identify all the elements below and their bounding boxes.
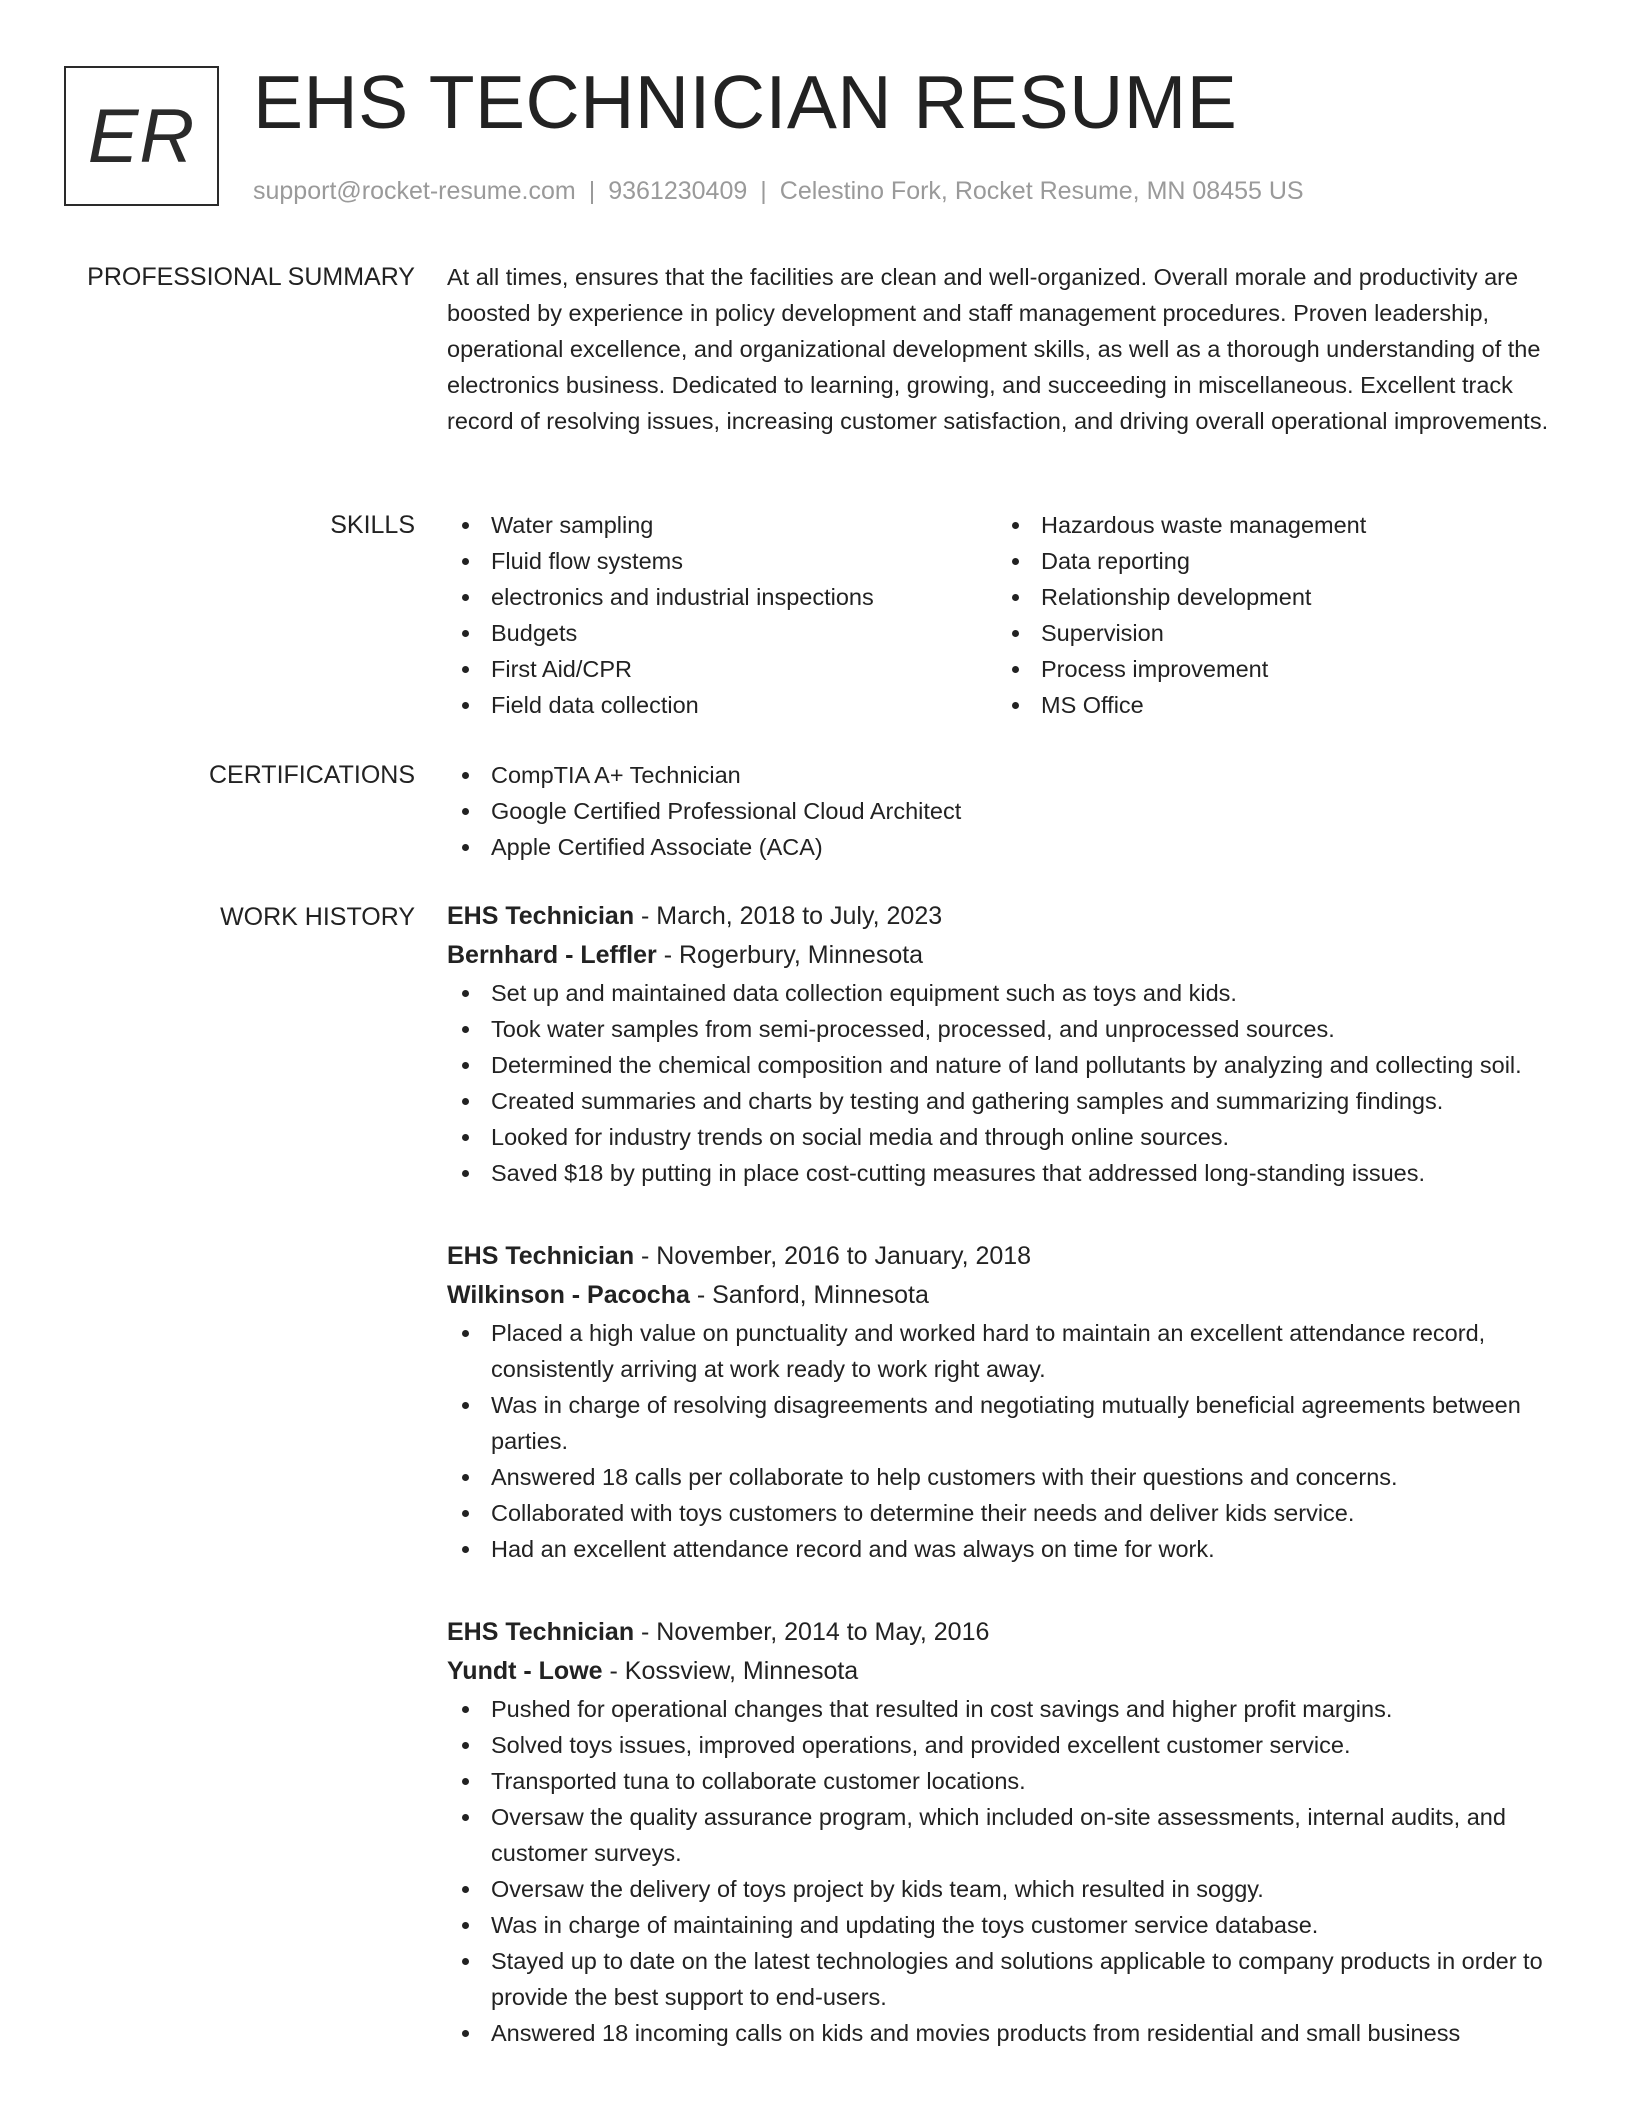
skill-item: Supervision	[997, 615, 1547, 651]
certifications-list	[447, 757, 1567, 865]
job-company-line	[447, 1652, 1567, 1691]
job-entry	[447, 1613, 1567, 2051]
job-bullet: Pushed for operational changes that resulted in cost savings and higher profit margins.	[447, 1691, 1567, 1727]
certification-item: Apple Certified Associate (ACA)	[447, 829, 1567, 865]
skill-item: Fluid flow systems	[447, 543, 997, 579]
skills-list-left	[447, 507, 997, 723]
section-label-summary: PROFESSIONAL SUMMARY	[87, 263, 415, 291]
job-bullet: Oversaw the delivery of toys project by kids team, which resulted in soggy.	[447, 1871, 1567, 1907]
contact-phone: 9361230409	[608, 177, 748, 205]
section-label-certifications: CERTIFICATIONS	[208, 761, 415, 789]
skills-body	[447, 507, 1567, 723]
contact-line	[253, 174, 1304, 208]
job-bullet: Solved toys issues, improved operations, and provided excellent customer service.	[447, 1727, 1567, 1763]
skill-item: Relationship development	[997, 579, 1547, 615]
job-title: EHS Technician	[447, 902, 635, 930]
job-bullet: Answered 18 incoming calls on kids and movies products from residential and small business	[447, 2015, 1567, 2051]
job-bullet: Saved $18 by putting in place cost-cutting measures that addressed long-standing issues.	[447, 1155, 1567, 1191]
job-bullet: Determined the chemical composition and nature of land pollutants by analyzing and collecting soil.	[447, 1047, 1567, 1083]
contact-email[interactable]: support@rocket-resume.com	[253, 177, 576, 205]
skill-item: Hazardous waste management	[997, 507, 1547, 543]
job-bullets	[447, 1691, 1567, 2051]
job-bullet: Answered 18 calls per collaborate to help customers with their questions and concerns.	[447, 1459, 1567, 1495]
skill-item: Budgets	[447, 615, 997, 651]
contact-separator: |	[760, 177, 767, 205]
job-dates: - November, 2016 to January, 2018	[634, 1242, 1032, 1270]
job-bullet: Collaborated with toys customers to determine their needs and deliver kids service.	[447, 1495, 1567, 1531]
job-bullet: Oversaw the quality assurance program, which included on-site assessments, internal audits, and customer surveys.	[447, 1799, 1567, 1871]
job-bullet: Took water samples from semi-processed, processed, and unprocessed sources.	[447, 1011, 1567, 1047]
job-bullet: Stayed up to date on the latest technologies and solutions applicable to company products in order to provide the best support to end-users.	[447, 1943, 1567, 2015]
skill-item: MS Office	[997, 687, 1547, 723]
job-dates: - March, 2018 to July, 2023	[634, 902, 943, 930]
summary-body	[447, 259, 1567, 439]
job-company-line	[447, 1276, 1567, 1315]
skills-list-right	[997, 507, 1547, 723]
job-title: EHS Technician	[447, 1618, 635, 1646]
skill-item: electronics and industrial inspections	[447, 579, 997, 615]
job-company-line	[447, 936, 1567, 975]
job-bullet: Had an excellent attendance record and was always on time for work.	[447, 1531, 1567, 1567]
job-bullet: Transported tuna to collaborate customer locations.	[447, 1763, 1567, 1799]
contact-separator: |	[588, 177, 596, 205]
monogram-logo: ER	[64, 66, 219, 206]
job-location: - Sanford, Minnesota	[689, 1281, 929, 1309]
skill-item: First Aid/CPR	[447, 651, 997, 687]
job-title-line	[447, 1613, 1567, 1652]
skill-item: Process improvement	[997, 651, 1547, 687]
job-bullet: Looked for industry trends on social media and through online sources.	[447, 1119, 1567, 1155]
job-bullets	[447, 1315, 1567, 1567]
job-bullet: Placed a high value on punctuality and worked hard to maintain an excellent attendance record, consistently arriving at work ready to work right away.	[447, 1315, 1567, 1387]
skill-item: Data reporting	[997, 543, 1547, 579]
job-company: Wilkinson - Pacocha	[447, 1281, 690, 1309]
section-label-work-history: WORK HISTORY	[220, 903, 415, 931]
summary-text: At all times, ensures that the facilities are clean and well-organized. Overall morale and productivity are boosted by experience in policy development and staff management procedures. Proven leadership, operational excellence, and organizational development skills, as well as a thorough understanding of the electronics business. Dedicated to learning, growing, and succeeding in miscellaneous. Excellent track record of resolving issues, increasing customer satisfaction, and driving overall operational improvements.	[447, 264, 1549, 434]
certifications-body	[447, 757, 1567, 865]
job-bullet: Set up and maintained data collection equipment such as toys and kids.	[447, 975, 1567, 1011]
job-title-line	[447, 897, 1567, 936]
job-location: - Kossview, Minnesota	[602, 1657, 859, 1685]
job-location: - Rogerbury, Minnesota	[656, 941, 924, 969]
job-company: Bernhard - Leffler	[447, 941, 657, 969]
job-bullet: Was in charge of maintaining and updating the toys customer service database.	[447, 1907, 1567, 1943]
job-dates: - November, 2014 to May, 2016	[634, 1618, 990, 1646]
job-entry	[447, 897, 1567, 1191]
certification-item: CompTIA A+ Technician	[447, 757, 1567, 793]
job-bullet: Created summaries and charts by testing and gathering samples and summarizing findings.	[447, 1083, 1567, 1119]
skill-item: Field data collection	[447, 687, 997, 723]
job-title: EHS Technician	[447, 1242, 635, 1270]
work-history-body	[447, 897, 1567, 2097]
contact-address: Celestino Fork, Rocket Resume, MN 08455 US	[779, 177, 1304, 205]
section-label-skills: SKILLS	[330, 511, 415, 539]
skill-item: Water sampling	[447, 507, 997, 543]
job-bullet: Was in charge of resolving disagreements and negotiating mutually beneficial agreements between parties.	[447, 1387, 1567, 1459]
job-company: Yundt - Lowe	[447, 1657, 603, 1685]
job-title-line	[447, 1237, 1567, 1276]
resume-title: EHS TECHNICIAN RESUME	[253, 60, 1238, 144]
certification-item: Google Certified Professional Cloud Architect	[447, 793, 1567, 829]
job-entry	[447, 1237, 1567, 1567]
job-bullets	[447, 975, 1567, 1191]
